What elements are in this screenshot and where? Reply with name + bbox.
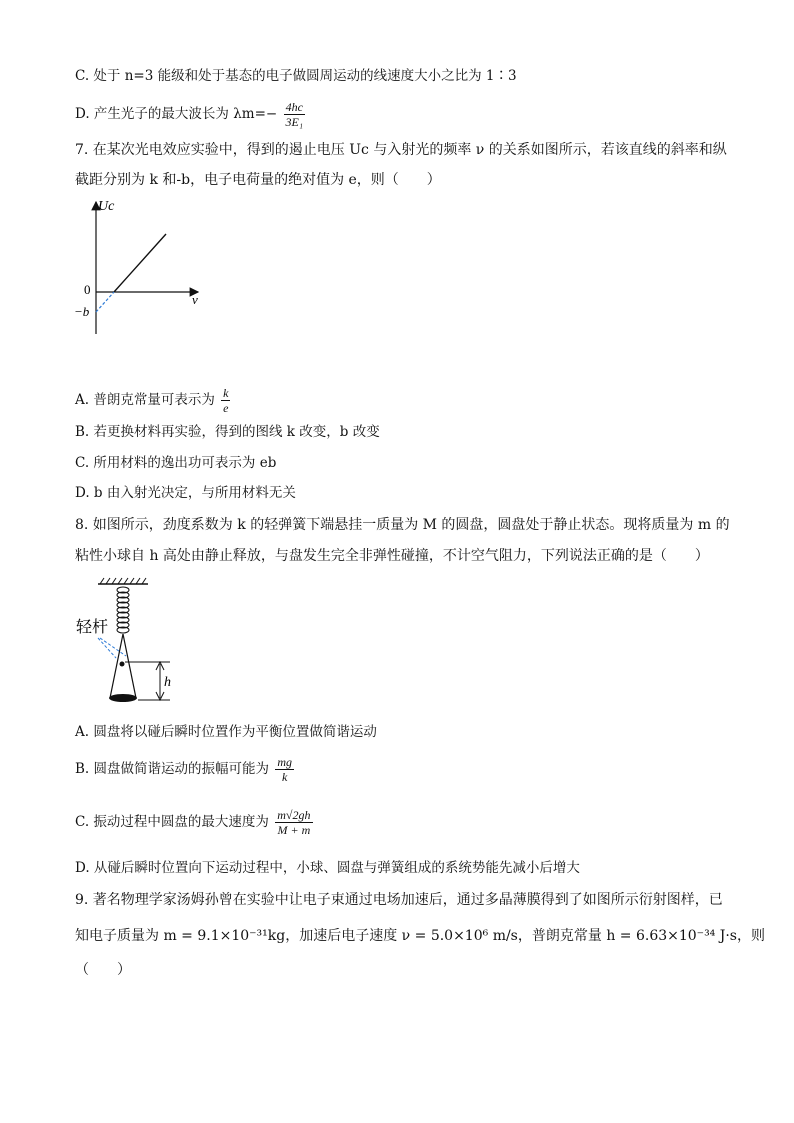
fraction-numerator: m√2gh [277,808,311,822]
rod-pointer-1 [98,638,116,658]
fraction-denominator: M + m [277,823,311,837]
q7-option-a-text: A. 普朗克常量可表示为 [75,392,215,408]
spring [117,587,129,633]
q6-option-d-text: D. 产生光子的最大波长为 λm=− [75,106,278,122]
q8-stem-line2: 粘性小球自 h 高处由静止释放，与盘发生完全非弹性碰撞，不计空气阻力，下列说法正确的是（ ） [75,548,709,564]
height-label: h [164,675,171,690]
q8-stem-line1: 8. 如图所示，劲度系数为 k 的轻弹簧下端悬挂一质量为 M 的圆盘，圆盘处于静止状态。现将质量为 m 的 [75,517,730,533]
q8-option-c [75,808,315,837]
origin-label: 0 [84,282,91,297]
q9-stem-line2: 知电子质量为 m = 9.1×10⁻³¹kg，加速后电子速度 ν = 5.0×10⁶ m/s，普朗克常量 h = 6.63×10⁻³⁴ J·s，则 [75,928,765,944]
q8-option-c-fraction [275,808,312,837]
q7-option-c: C. 所用材料的逸出功可表示为 eb [75,455,277,471]
fraction-numerator: 4hc [284,100,306,115]
q9-stem-line1: 9. 著名物理学家汤姆孙曾在实验中让电子束通过电场加速后，通过多晶薄膜得到了如图所示衍射图样，已 [75,892,723,908]
q8-option-b-fraction [275,755,294,784]
fraction-denominator: k [281,770,288,784]
rod-label: 轻杆 [76,617,109,636]
q7-option-b: B. 若更换材料再实验，得到的图线 k 改变，b 改变 [75,424,380,440]
disk [109,694,137,702]
q6-option-d [75,100,307,129]
ball [120,662,125,667]
q7-option-a-fraction [221,386,230,415]
ceiling-hatch [100,578,146,584]
x-axis-label: ν [192,292,198,307]
q6-option-c: C. 处于 n=3 能级和处于基态的电子做圆周运动的线速度大小之比为 1∶3 [75,68,517,84]
fraction-numerator: mg [277,755,292,769]
line-solid [114,234,166,292]
q7-graph [70,196,210,336]
q7-option-a [75,386,232,415]
fraction-denominator: 3E₁ [285,115,304,129]
q6-option-d-fraction [284,100,306,129]
q8-option-b [75,755,296,784]
y-axis-label: Uc [98,199,115,214]
q8-option-a: A. 圆盘将以碰后瞬时位置作为平衡位置做简谐运动 [75,724,377,740]
q8-option-c-text: C. 振动过程中圆盘的最大速度为 [75,814,269,830]
q8-spring-disk-figure [70,576,190,706]
q8-option-d: D. 从碰后瞬时位置向下运动过程中，小球、圆盘与弹簧组成的系统势能先减小后增大 [75,860,580,876]
q8-option-b-text: B. 圆盘做简谐运动的振幅可能为 [75,761,270,777]
q7-stem-line2: 截距分别为 k 和-b，电子电荷量的绝对值为 e，则（ ） [75,172,441,188]
q7-stem-line1: 7. 在某次光电效应实验中，得到的遏止电压 Uc 与入射光的频率 ν 的关系如图所示，若该直线的斜率和纵 [75,142,727,158]
intercept-label: −b [74,304,90,319]
rod-right [123,634,136,698]
q7-option-d: D. b 由入射光决定，与所用材料无关 [75,485,296,501]
q9-stem-line3: （ ） [75,962,131,978]
fraction-denominator: e [223,401,229,415]
fraction-numerator: k [223,386,229,400]
line-extension-dashed [96,292,114,312]
